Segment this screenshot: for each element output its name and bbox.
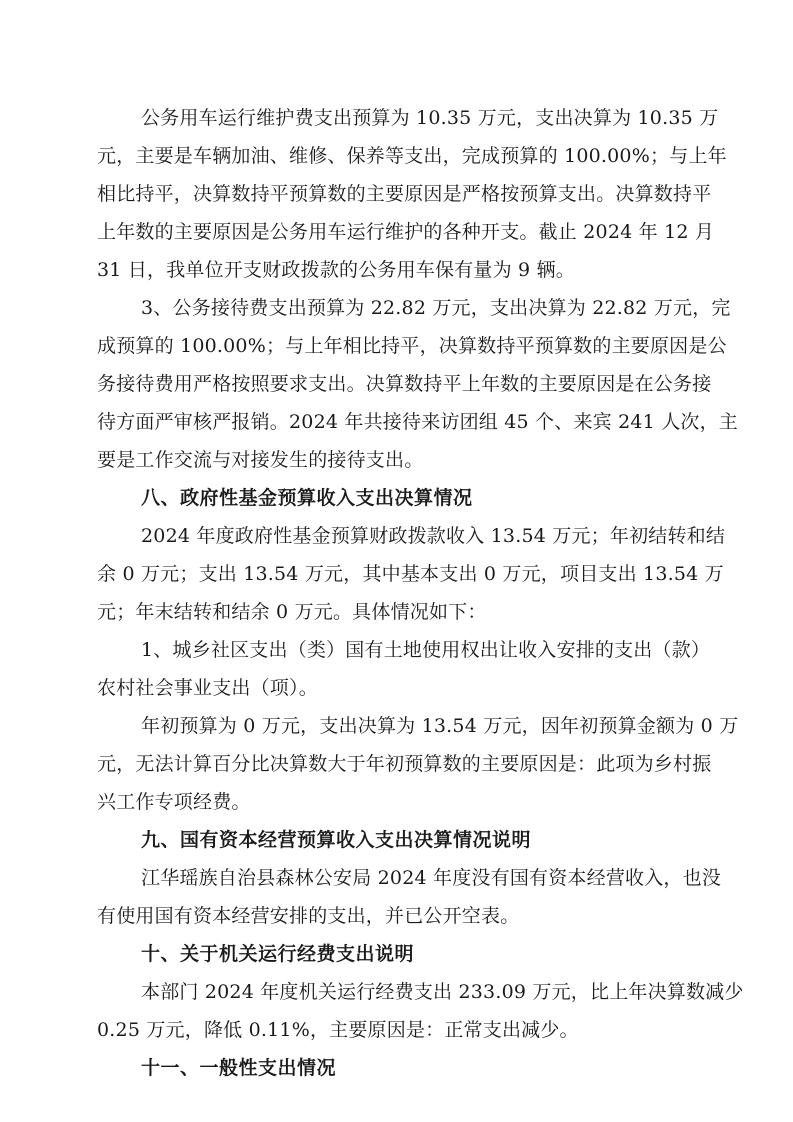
paragraph-line: 成预算的 100.00%；与上年相比持平，决算数持平预算数的主要原因是公 <box>97 335 727 357</box>
paragraph-line: 务接待费用严格按照要求支出。决算数持平上年数的主要原因是在公务接 <box>97 373 712 395</box>
paragraph-line: 元；年末结转和结余 0 万元。具体情况如下： <box>97 601 487 623</box>
paragraph-line: 相比持平，决算数持平预算数的主要原因是严格按预算支出。决算数持平 <box>97 183 712 205</box>
paragraph-line: 2024 年度政府性基金预算财政拨款收入 13.54 万元；年初结转和结 <box>141 525 726 547</box>
paragraph-line: 待方面严审核严报销。2024 年共接待来访团组 45 个、来宾 241 人次，主 <box>97 411 738 433</box>
paragraph-line: 江华瑶族自治县森林公安局 2024 年度没有国有资本经营收入，也没 <box>141 867 722 889</box>
paragraph-line: 上年数的主要原因是公务用车运行维护的各种开支。截止 2024 年 12 月 <box>97 221 715 243</box>
paragraph-line: 0.25 万元，降低 0.11%，主要原因是：正常支出减少。 <box>97 1019 579 1041</box>
paragraph-line: 兴工作专项经费。 <box>97 791 251 813</box>
paragraph-line: 元，无法计算百分比决算数大于年初预算数的主要原因是：此项为乡村振 <box>97 753 712 775</box>
paragraph-line: 本部门 2024 年度机关运行经费支出 233.09 万元，比上年决算数减少 <box>141 981 744 1003</box>
paragraph-line: 余 0 万元；支出 13.54 万元，其中基本支出 0 万元，项目支出 13.54 万 <box>97 563 724 585</box>
paragraph-line: 1、城乡社区支出（类）国有土地使用权出让收入安排的支出（款） <box>141 639 711 661</box>
section-heading-9: 九、国有资本经营预算收入支出决算情况说明 <box>141 829 532 851</box>
section-heading-8: 八、政府性基金预算收入支出决算情况 <box>141 487 473 509</box>
paragraph-line: 要是工作交流与对接发生的接待支出。 <box>97 449 424 471</box>
paragraph-line: 有使用国有资本经营安排的支出，并已公开空表。 <box>97 905 520 927</box>
paragraph-line: 年初预算为 0 万元，支出决算为 13.54 万元，因年初预算金额为 0 万 <box>141 715 739 737</box>
section-heading-10: 十、关于机关运行经费支出说明 <box>141 943 415 965</box>
paragraph-line: 农村社会事业支出（项）。 <box>97 677 318 699</box>
paragraph-line: 公务用车运行维护费支出预算为 10.35 万元，支出决算为 10.35 万 <box>141 107 719 129</box>
paragraph-line: 元，主要是车辆加油、维修、保养等支出，完成预算的 100.00%；与上年 <box>97 145 727 167</box>
paragraph-line: 31 日，我单位开支财政拨款的公务用车保有量为 9 辆。 <box>97 259 575 281</box>
section-heading-11: 十一、一般性支出情况 <box>141 1057 337 1079</box>
paragraph-line: 3、公务接待费支出预算为 22.82 万元，支出决算为 22.82 万元，完 <box>141 297 731 319</box>
